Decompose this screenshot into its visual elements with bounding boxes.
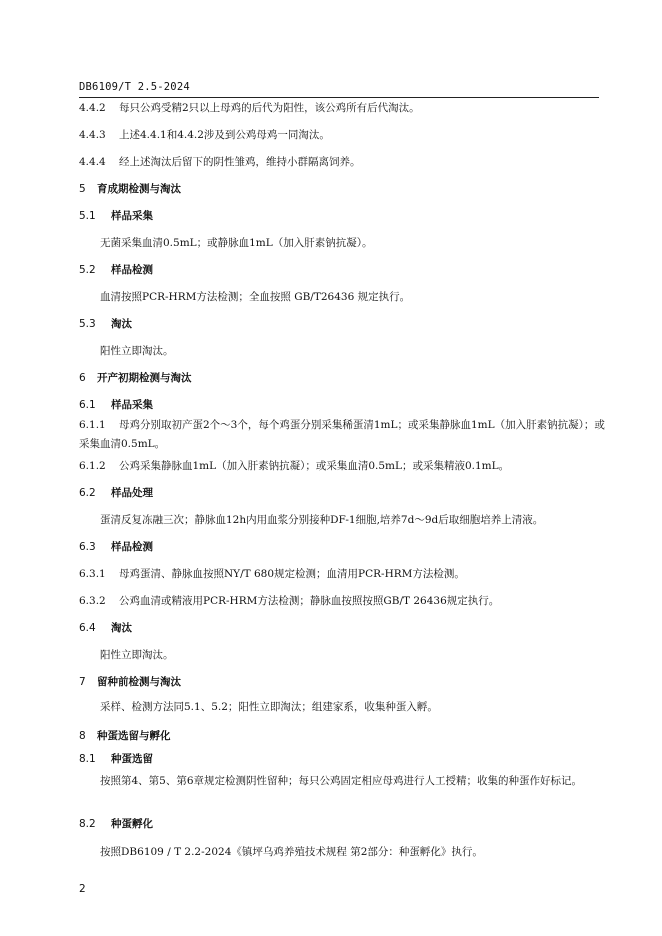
section-title: 留种前检测与淘汰 [97,676,181,688]
clause-4-4-3 [79,128,609,142]
paragraph-text: 阳性立即淘汰。 [100,345,174,357]
section-7-heading [79,675,609,689]
clause-title: 样品采集 [111,210,153,222]
paragraph [79,513,609,527]
document-code: DB6109/T 2.5-2024 [79,81,190,93]
clause-title: 种蛋孵化 [111,818,153,830]
clause-number: 4.4.2 [79,102,106,114]
clause-number: 6.2 [79,487,96,499]
paragraph [79,772,609,791]
paragraph [79,290,609,304]
clause-title: 样品检测 [111,264,153,276]
section-number: 5 [79,183,86,195]
clause-6-4-heading [79,621,609,635]
clause-number: 4.4.4 [79,156,106,168]
paragraph-text: 血清按照PCR-HRM方法检测；全血按照 GB/T26436 规定执行。 [100,291,411,303]
clause-text: 公鸡采集静脉血1mL（加入肝素钠抗凝）；或采集血清0.5mL；或采集精液0.1mL。 [119,460,510,472]
clause-number: 6.4 [79,622,96,634]
clause-6-3-heading [79,540,609,554]
clause-number: 6.3.2 [79,595,106,607]
clause-6-2-heading [79,486,609,500]
clause-6-1-heading [79,398,609,412]
clause-4-4-4 [79,155,609,169]
clause-number: 6.1.1 [79,419,106,431]
clause-title: 淘汰 [111,318,132,330]
paragraph-text: 阳性立即淘汰。 [100,649,174,661]
section-8-heading [79,729,609,743]
clause-text: 公鸡血清或精液用PCR-HRM方法检测；静脉血按照按照GB/T 26436规定执行。 [119,595,500,607]
clause-text: 经上述淘汰后留下的阴性雏鸡，维持小群隔离饲养。 [119,156,361,168]
paragraph [79,700,609,714]
clause-number: 5.3 [79,318,96,330]
clause-8-2-heading [79,817,609,831]
paragraph [79,648,609,662]
paragraph-text: 蛋清反复冻融三次；静脉血12h内用血浆分别接种DF-1细胞,培养7d～9d后取细胞培养上清液。 [100,514,544,526]
clause-8-1-heading [79,752,609,766]
clause-number: 8.1 [79,753,96,765]
section-title: 开产初期检测与淘汰 [97,372,192,384]
paragraph [79,845,609,859]
paragraph-text: 无菌采集血清0.5mL；或静脉血1mL（加入肝素钠抗凝）。 [100,237,373,249]
paragraph-text: 按照DB6109 / T 2.2-2024《镇坪乌鸡养殖技术规程 第2部分：种蛋孵化》执行。 [100,846,483,858]
clause-5-2-heading [79,263,609,277]
clause-text: 母鸡蛋清、静脉血按照NY/T 680规定检测；血清用PCR-HRM方法检测。 [119,568,465,580]
clause-number: 5.1 [79,210,96,222]
clause-number: 6.1.2 [79,460,106,472]
clause-number: 5.2 [79,264,96,276]
clause-text: 母鸡分别取初产蛋2个～3个，每个鸡蛋分别采集稀蛋清1mL；或采集静脉血1mL（加入肝素钠抗凝）；或采集血清0.5mL。 [79,419,605,450]
clause-4-4-2 [79,101,609,115]
clause-title: 样品采集 [111,399,153,411]
clause-5-1-heading [79,209,609,223]
clause-6-3-2 [79,594,609,608]
clause-text: 上述4.4.1和4.4.2涉及到公鸡母鸡一同淘汰。 [119,129,330,141]
clause-title: 样品处理 [111,487,153,499]
clause-5-3-heading [79,317,609,331]
paragraph-text: 按照第4、第5、第6章规定检测阴性留种；每只公鸡固定相应母鸡进行人工授精；收集的种蛋作好标记。 [100,775,583,787]
clause-text: 每只公鸡受精2只以上母鸡的后代为阳性，该公鸡所有后代淘汰。 [119,102,420,114]
page-number: 2 [79,883,86,895]
section-title: 育成期检测与淘汰 [97,183,181,195]
clause-6-1-2 [79,459,609,473]
paragraph [79,344,609,358]
clause-6-1-1 [79,416,609,454]
clause-number: 4.4.3 [79,129,106,141]
clause-title: 淘汰 [111,622,132,634]
section-5-heading [79,182,609,196]
section-title: 种蛋选留与孵化 [97,730,171,742]
section-number: 6 [79,372,86,384]
section-6-heading [79,371,609,385]
clause-number: 6.1 [79,399,96,411]
clause-number: 8.2 [79,818,96,830]
clause-title: 种蛋选留 [111,753,153,765]
header-rule [79,97,599,98]
paragraph [79,236,609,250]
paragraph-text: 采样、检测方法同5.1、5.2；阳性立即淘汰；组建家系，收集种蛋入孵。 [100,701,438,713]
clause-title: 样品检测 [111,541,153,553]
section-number: 8 [79,730,86,742]
section-number: 7 [79,676,86,688]
clause-number: 6.3 [79,541,96,553]
clause-number: 6.3.1 [79,568,106,580]
clause-6-3-1 [79,567,609,581]
